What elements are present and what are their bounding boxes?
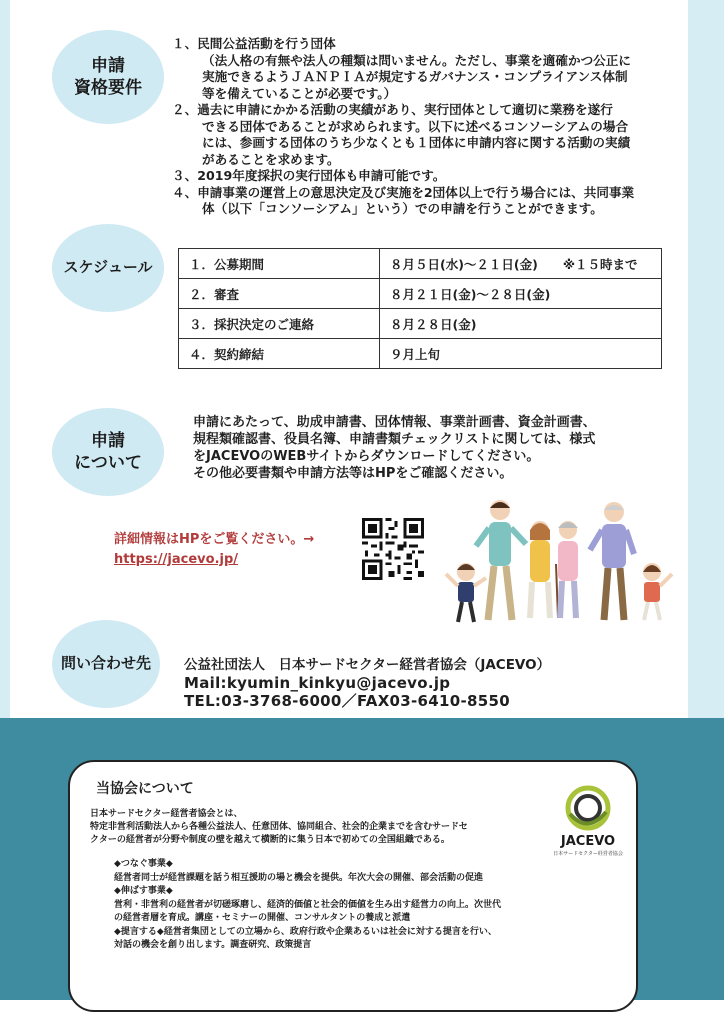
logo-name: JACEVO <box>560 834 616 849</box>
schedule-step: ２．審査 <box>179 279 380 309</box>
requirement-line: 体（以下「コンソーシアム」という）での申請を行うことができます。 <box>202 201 603 216</box>
about-business-line: の経営者層を育成。講座・セミナーの開催、コンサルタントの養成と派遣 <box>114 913 411 923</box>
requirement-line: には、参画する団体のうち少なくとも１団体に申請内容に関する活動の実績 <box>202 135 631 150</box>
requirement-line: （法人格の有無や法人の種類は問いません。ただし、事業を適確かつ公正に <box>202 52 631 68</box>
logo-subtitle: 日本サードセクター経営者協会 <box>553 851 623 857</box>
contact-heading-bubble <box>52 620 160 708</box>
contact-info <box>184 656 550 710</box>
requirement-line: があることを求めます。 <box>202 151 340 167</box>
qr-code-icon[interactable] <box>362 518 424 580</box>
about-intro <box>90 808 550 847</box>
more-info-text: 詳細情報はHPをご覧ください。→ <box>114 532 315 547</box>
contact-mail[interactable]: Mail:kyumin_kinkyu@jacevo.jp <box>184 674 451 692</box>
requirement-line: 実施できるようＪＡＮＰＩＡが規定するガバナンス・コンプライアンス体制 <box>202 69 628 84</box>
schedule-date: ８月２１日(金)～２８日(金) <box>380 279 662 309</box>
about-business-line: ◆提言する◆経営者集団としての立場から、政府行政や企業あるいは社会に対する提言を行い、 <box>114 926 497 937</box>
jacevo-ring-icon <box>548 784 628 834</box>
more-info <box>114 530 314 570</box>
contact-org: 公益社団法人 日本サードセクター経営者協会（JACEVO） <box>184 657 551 673</box>
schedule-table <box>178 248 662 369</box>
about-intro-line: 日本サードセクター経営者協会とは、 <box>90 809 243 819</box>
table-row <box>179 339 662 369</box>
family-illustration-icon <box>436 494 676 626</box>
schedule-date: ９月上旬 <box>380 339 662 369</box>
requirements-list <box>172 36 672 218</box>
application-line: その他必要書類や申請方法等はHPをご確認ください。 <box>193 466 513 481</box>
application-heading-bubble <box>52 408 164 496</box>
requirement-line: できる団体であることが求められます。以下に述べるコンソーシアムの場合 <box>202 118 629 134</box>
schedule-step: ４．契約締結 <box>179 339 380 369</box>
requirement-line: ４、申請事業の運営上の意思決定及び実施を2団体以上で行う場合には、共同事業 <box>172 184 635 200</box>
schedule-date: ８月２８日(金) <box>380 309 662 339</box>
contact-heading: 問い合わせ先 <box>60 654 151 673</box>
about-intro-line: クターの経営者が分野や制度の壁を越えて横断的に集う日本で初めての全国組織である。 <box>90 835 450 845</box>
schedule-heading-bubble <box>52 224 164 312</box>
application-heading: 申請 について <box>74 430 142 473</box>
website-link[interactable]: https://jacevo.jp/ <box>114 552 239 567</box>
requirements-heading: 申請 資格要件 <box>74 55 142 98</box>
about-business-line: 対話の機会を創り出します。調査研究、政策提言 <box>114 940 312 950</box>
about-business-line: ◆つなぐ事業◆ <box>114 859 173 869</box>
application-line: 規程類確認書、役員名簿、申請書類チェックリストに関しては、様式 <box>193 432 596 447</box>
application-line: をJACEVOのWEBサイトからダウンロードしてください。 <box>193 449 540 464</box>
about-intro-line: 特定非営利活動法人から各種公益法人、任意団体、協同組合、社会的企業までを含むサードセ <box>90 822 468 832</box>
requirement-line: ２、過去に申請にかかる活動の実績があり、実行団体として適切に業務を遂行 <box>172 102 613 117</box>
about-business-line: ◆伸ばす事業◆ <box>114 886 173 896</box>
about-title: 当協会について <box>96 781 194 797</box>
schedule-date: ８月５日(水)～２１日(金) ※１５時まで <box>380 249 662 279</box>
contact-tel: TEL:03-3768-6000／FAX03-6410-8550 <box>184 692 510 710</box>
schedule-heading: スケジュール <box>63 258 153 277</box>
about-business-line: 経営者同士が経営課題を話う相互援助の場と機会を提供。年次大会の開催、部会活動の促進 <box>114 872 484 883</box>
about-box <box>68 760 638 1012</box>
schedule-step: １．公募期間 <box>179 249 380 279</box>
about-business <box>114 858 624 953</box>
requirement-line: 等を備えていることが必要です。） <box>202 85 397 101</box>
application-text <box>193 414 663 482</box>
about-business-line: 営利・非営利の経営者が切磋琢磨し、経済的価値と社会的価値を生み出す経営力の向上。次世代 <box>114 899 502 910</box>
requirement-line: ３、2019年度採択の実行団体も申請可能です。 <box>172 168 446 183</box>
requirements-heading-bubble <box>52 30 164 124</box>
schedule-step: ３．採択決定のご連絡 <box>179 309 380 339</box>
table-row <box>179 249 662 279</box>
application-line: 申請にあたって、助成申請書、団体情報、事業計画書、資金計画書、 <box>193 415 596 430</box>
requirement-line: １、民間公益活動を行う団体 <box>172 36 336 51</box>
table-row <box>179 309 662 339</box>
table-row <box>179 279 662 309</box>
jacevo-logo <box>548 784 628 864</box>
